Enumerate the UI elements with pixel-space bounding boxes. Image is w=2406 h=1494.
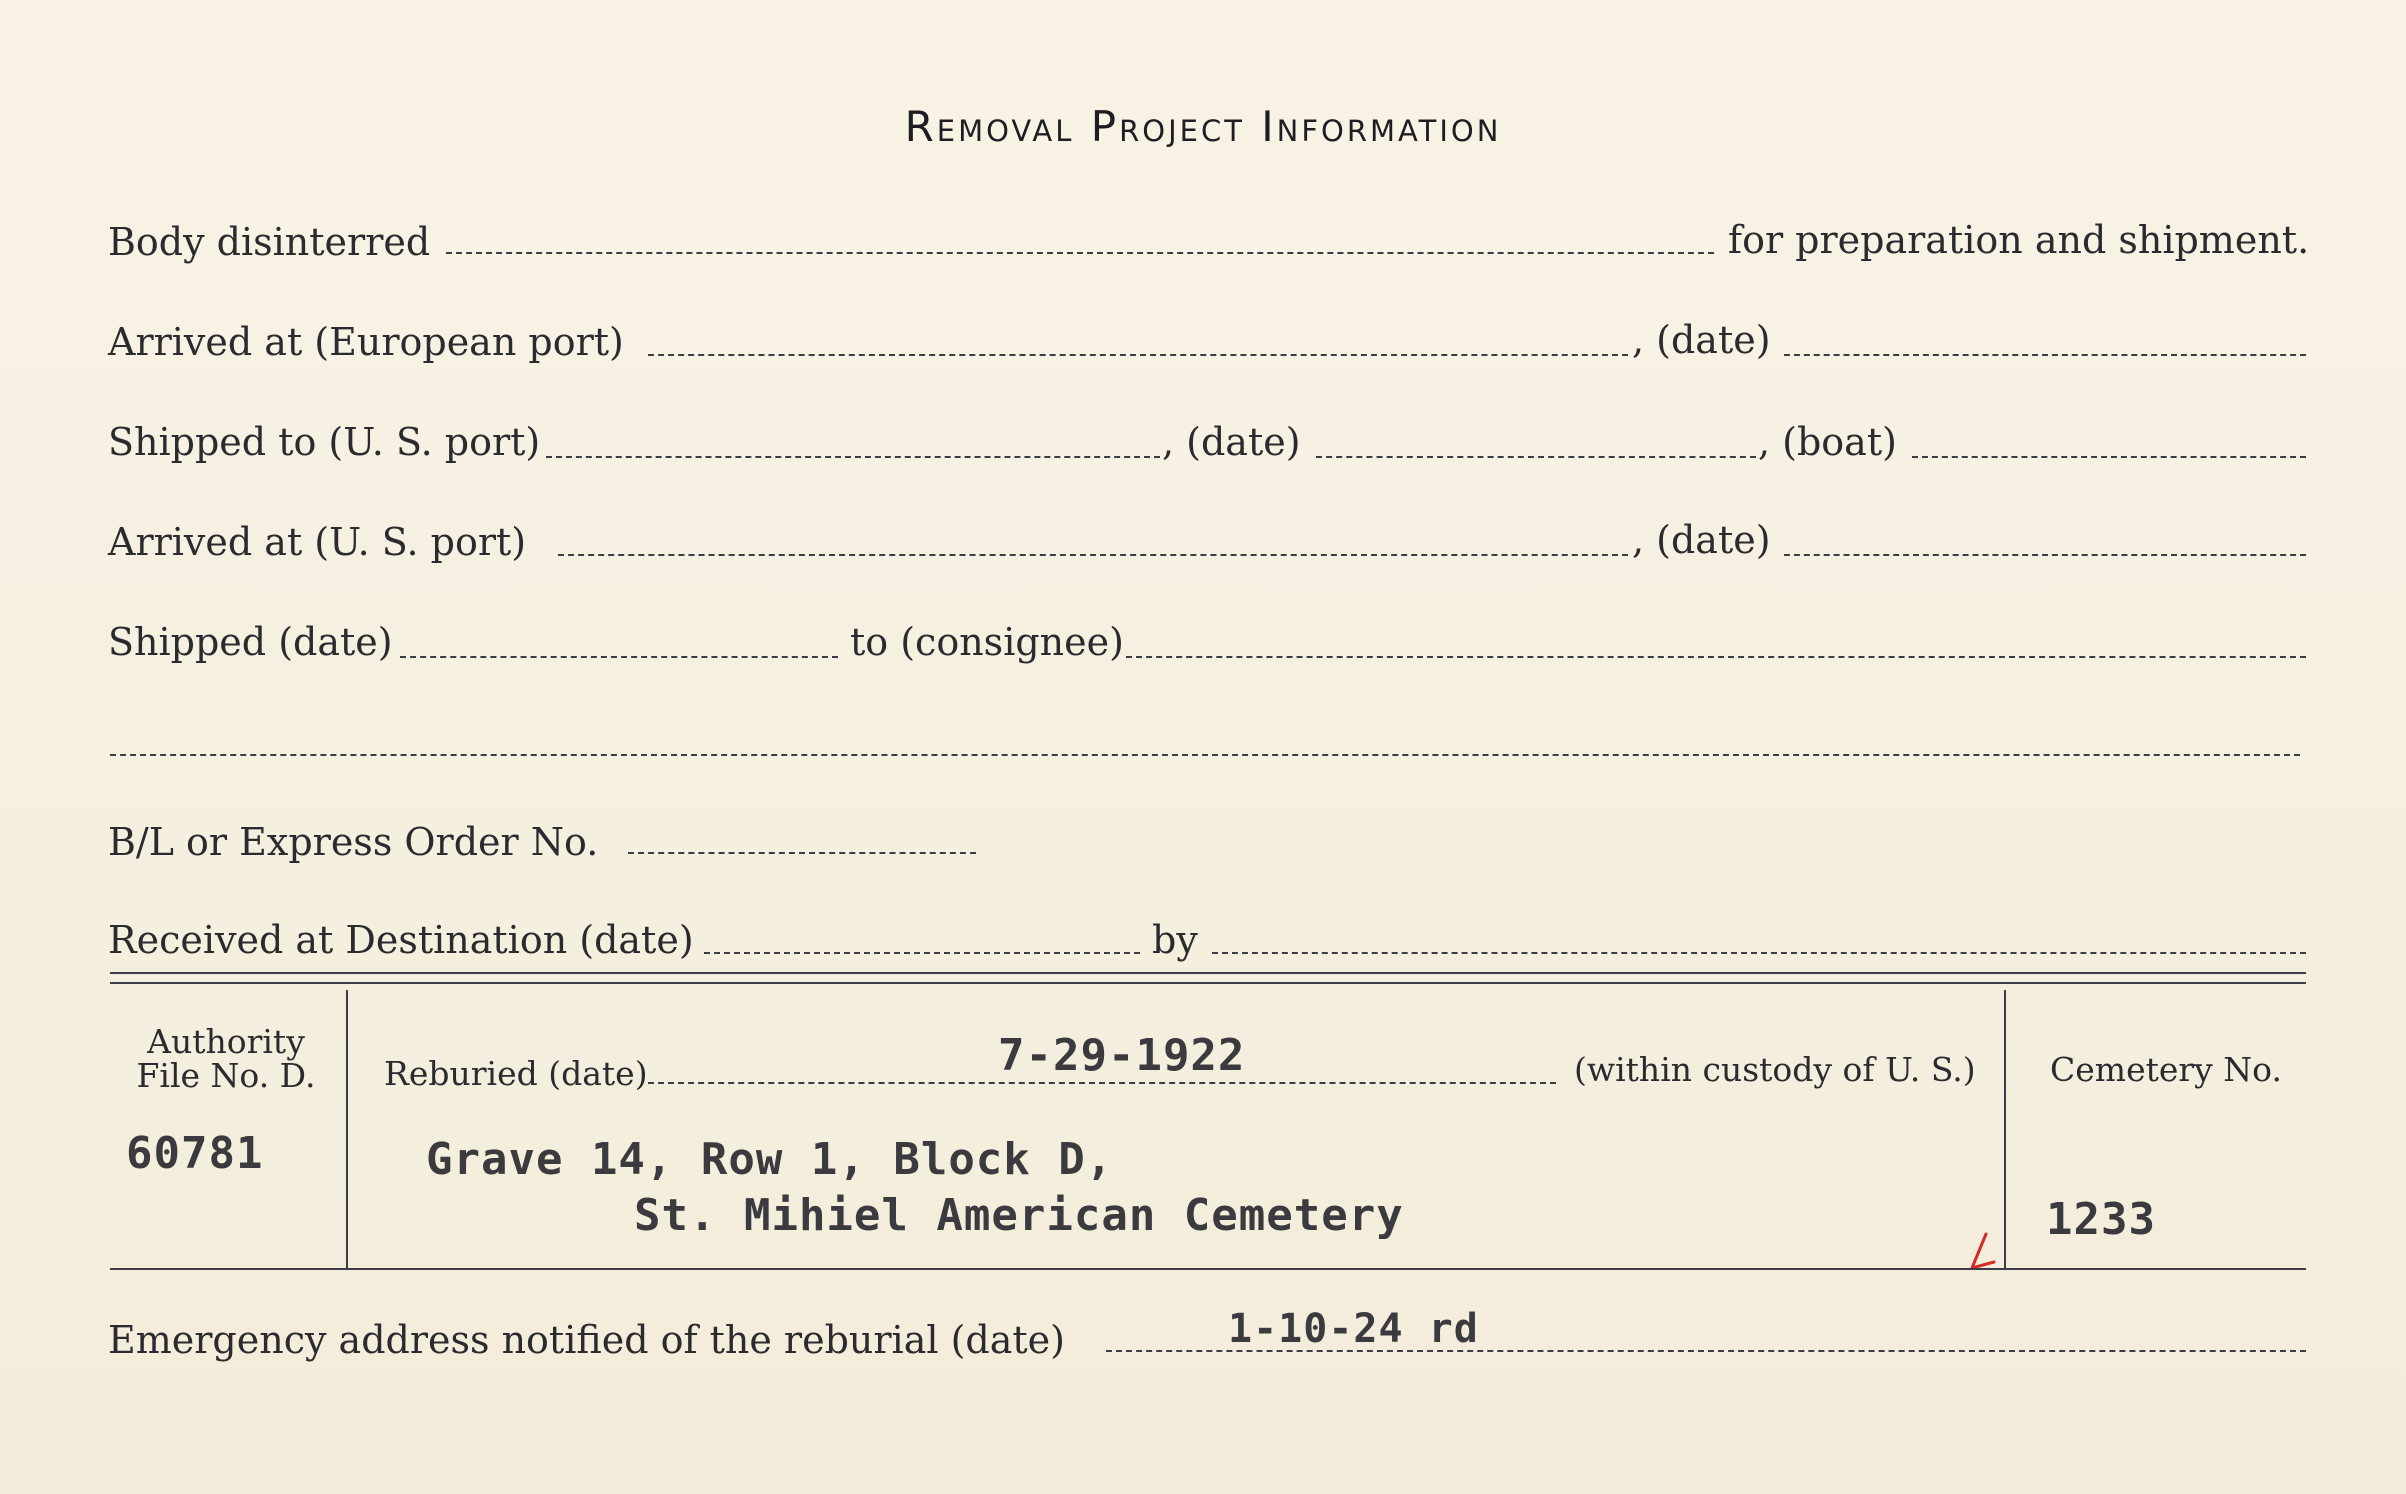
authority-label-1: Authority	[147, 1022, 305, 1061]
consignee-continuation-line	[110, 754, 2300, 756]
date-label-2: , (date)	[1162, 420, 1301, 464]
date-line-3	[1784, 554, 2306, 556]
reburied-date: 7-29-1922	[998, 1030, 1246, 1081]
section-rule-bottom	[110, 1268, 2306, 1270]
by-line	[1212, 952, 2306, 954]
shipped-to-us-label: Shipped to (U. S. port)	[108, 420, 541, 464]
arrived-european-line	[648, 354, 1628, 356]
date-line-2	[1316, 456, 1756, 458]
location-line-1: Grave 14, Row 1, Block D,	[426, 1134, 1114, 1185]
divider-left	[346, 990, 348, 1268]
boat-line	[1912, 456, 2306, 458]
body-disinterred-line	[446, 252, 1714, 254]
card-title: Removal Project Information	[904, 102, 1502, 151]
date-label-3: , (date)	[1632, 518, 1771, 562]
shipped-to-us-line	[546, 456, 1160, 458]
bl-express-label: B/L or Express Order No.	[108, 820, 599, 864]
arrived-us-line	[558, 554, 1628, 556]
body-disinterred-label: Body disinterred	[108, 220, 431, 264]
received-destination-line	[704, 952, 1140, 954]
custody-label: (within custody of U. S.)	[1574, 1050, 1976, 1089]
cemetery-label: Cemetery No.	[2050, 1050, 2282, 1089]
consignee-line	[1126, 656, 2306, 658]
shipped-date-line	[400, 656, 838, 658]
arrived-us-label: Arrived at (U. S. port)	[108, 520, 527, 564]
reburied-label: Reburied (date)	[384, 1054, 648, 1093]
divider-right	[2004, 990, 2006, 1268]
shipped-date-label: Shipped (date)	[108, 620, 393, 664]
by-label: by	[1152, 918, 1198, 962]
reburied-line	[648, 1082, 1556, 1084]
cemetery-number: 1233	[2046, 1194, 2156, 1245]
section-rule-top-2	[110, 982, 2306, 984]
received-destination-label: Received at Destination (date)	[108, 918, 694, 962]
for-preparation-label: for preparation and shipment.	[1728, 218, 2310, 262]
authority-file-number: 60781	[126, 1128, 264, 1179]
authority-label-2: File No. D.	[136, 1056, 316, 1095]
to-consignee-label: to (consignee)	[850, 620, 1124, 664]
location-line-2: St. Mihiel American Cemetery	[634, 1190, 1404, 1241]
emergency-label: Emergency address notified of the reburial (date)	[108, 1318, 1065, 1362]
bl-express-line	[628, 852, 976, 854]
date-label-1: , (date)	[1632, 318, 1771, 362]
arrived-european-label: Arrived at (European port)	[108, 320, 624, 364]
section-rule-top	[110, 972, 2306, 974]
boat-label: , (boat)	[1758, 420, 1897, 464]
emergency-date: 1-10-24 rd	[1228, 1306, 1479, 1352]
date-line-1	[1784, 354, 2306, 356]
